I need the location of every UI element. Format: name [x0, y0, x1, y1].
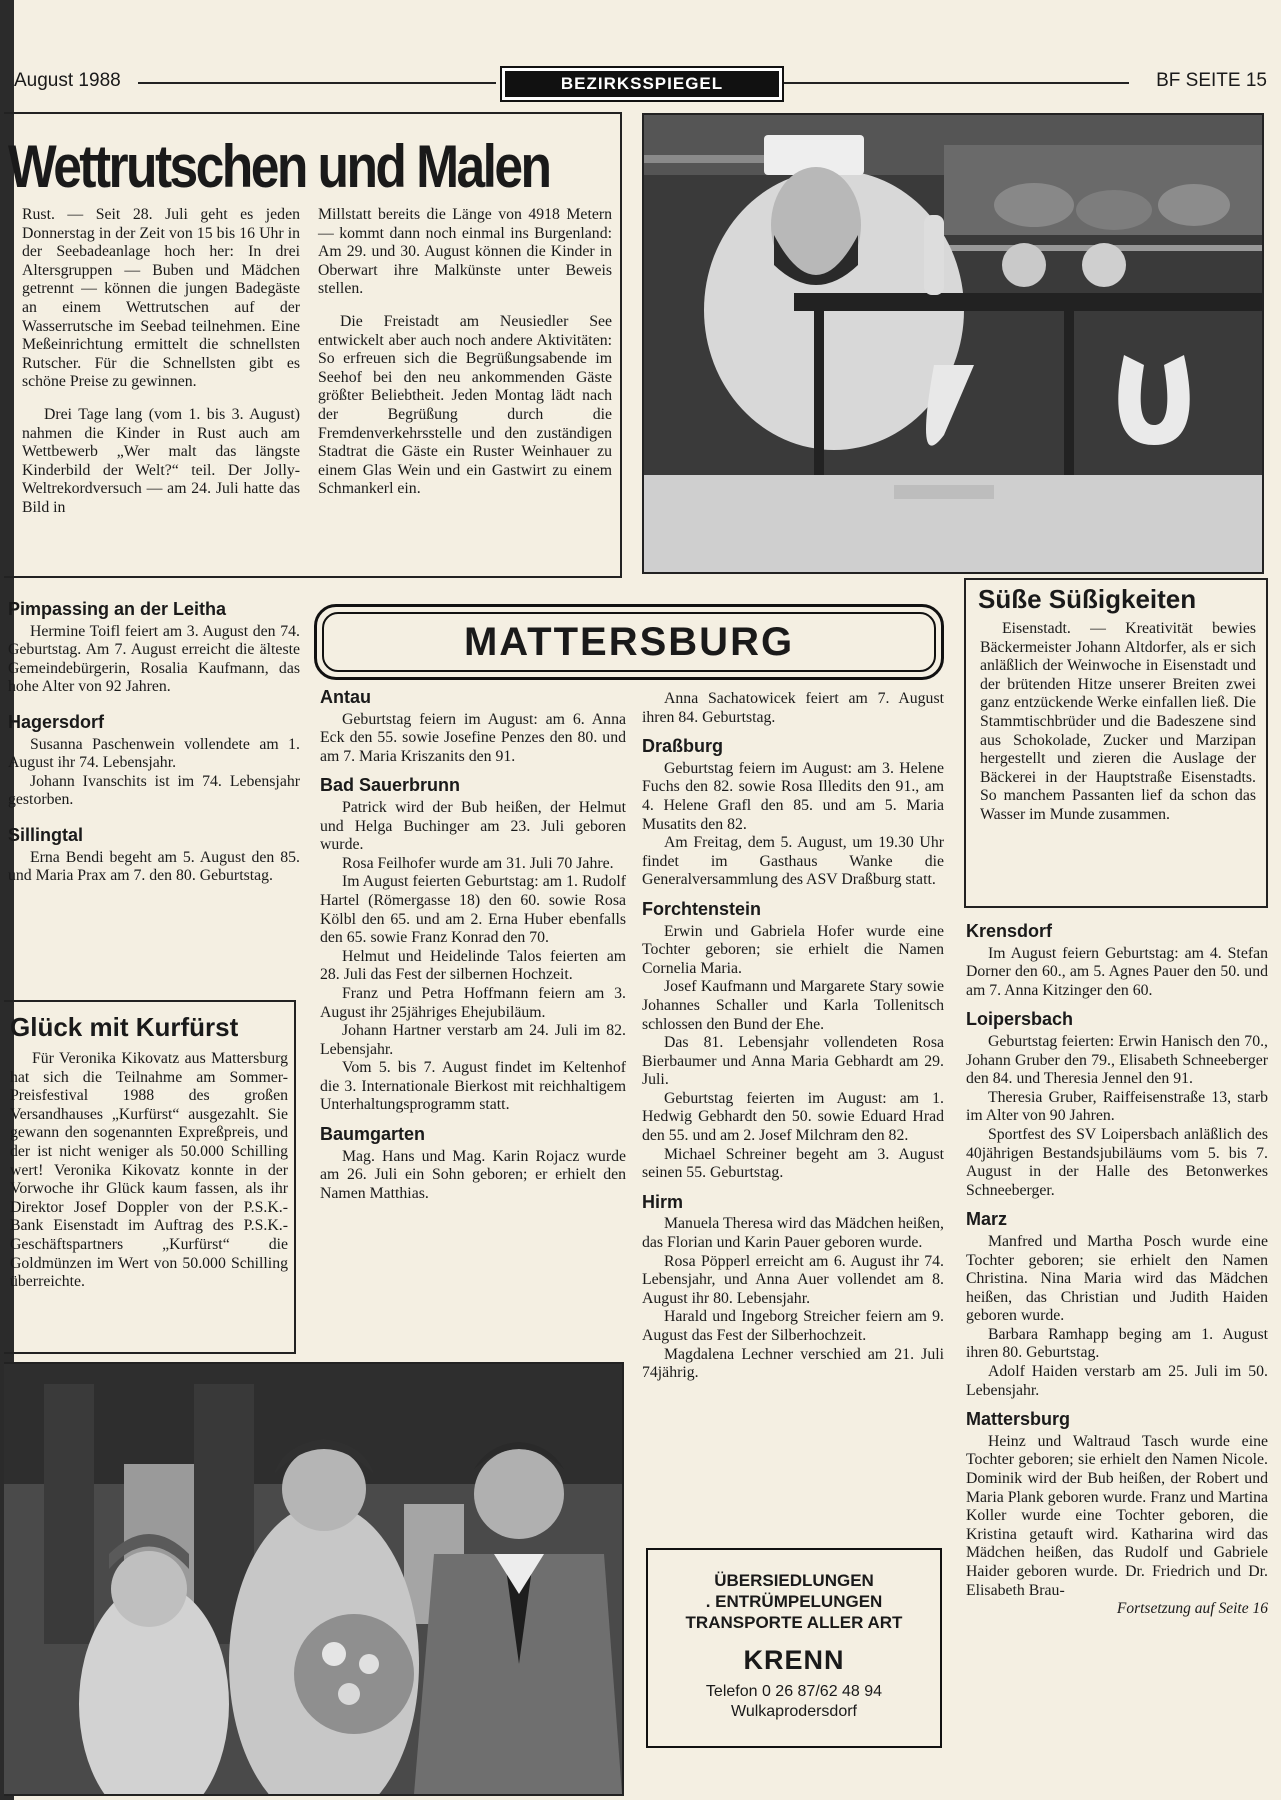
suesse-title: Süße Süßigkeiten [978, 584, 1197, 614]
suesse-text: Eisenstadt. — Kreativität bewies Bäckermeister Johann Altdorfer, als er sich anläßlich der Weinwoche in Eisenstadt und der brütenden Hitze unserer Breiten zwei ganz entzückende Werke einfallen ließ. Die Stammtischbrüder und die Badeszene sind aus Schokolade, Zucker und Marzipan hergestellt und zieren die Auslage der Bäckerei in der Hauptstraße Eisenstadts. So manchem Passanten lief da schon das Wasser im Munde zusammen. [980, 620, 1256, 823]
baker-photo [642, 113, 1264, 574]
paragraph: Millstatt bereits die Länge von 4918 Metern — kommt dann noch einmal ins Burgenland: Am 29. und 30. August können die Kinder in Oberwart ihre Malkünste unter Beweis stellen. [318, 206, 612, 298]
news-item: Manuela Theresa wird das Mädchen heißen, das Florian und Karin Pauer geboren wurde. [642, 1215, 944, 1252]
left-news-column [8, 600, 300, 886]
ad-line: ÜBERSIEDLUNGEN [714, 1571, 874, 1590]
glueck-text: Für Veronika Kikovatz aus Mattersburg hat sich die Teilnahme am Sommer-Preisfestival 1988 des großen Versandhauses „Kurfürst“ ausgezahlt. Sie gewann den sogenannten Expreßpreis, und der ist nicht weniger als 50.000 Schilling wert! Veronika Kikovatz konnte in der Vorwoche ihr Glück kaum fassen, als ihr Direktor Josef Doppler von der P.S.K.-Bank Eisenstadt im Auftrag des P.S.K.-Geschäftspartners „Kurfürst“ die Goldmünzen im Wert von 50.000 Schilling überreichte. [10, 1050, 288, 1291]
main-article-title: Wettrutschen und Malen [8, 133, 550, 200]
mattersburg-column-b [642, 690, 944, 1383]
news-item: Magdalena Lechner verschied am 21. Juli 74jährig. [642, 1345, 944, 1382]
place-heading: Krensdorf [966, 921, 1053, 941]
main-article-col1 [22, 206, 300, 532]
news-item: Manfred und Martha Posch wurde eine Tochter geboren; sie erhielt den Namen Christina. Nina Maria wird das Mädchen heißen, das Christian und Judith Haiden geboren wurde. [966, 1232, 1268, 1325]
place-heading: Sillingtal [8, 824, 84, 845]
glueck-article-frame [4, 1000, 296, 1354]
news-item: Barbara Ramhapp beging am 1. August ihren 80. Geburtstag. [966, 1325, 1268, 1362]
place-heading: Pimpassing an der Leitha [8, 599, 227, 619]
award-photo-illustration [4, 1364, 622, 1794]
news-item: Josef Kaufmann und Margarete Stary sowie Johannes Schaller und Karla Tollenitsch schlossen den Bund der Ehe. [642, 978, 944, 1033]
ad-brand: KRENN [743, 1645, 845, 1675]
news-item: Rosa Feilhofer wurde am 31. Juli 70 Jahre. [342, 854, 614, 872]
place-heading: Hagersdorf [8, 711, 105, 732]
baker-photo-illustration [644, 115, 1262, 572]
header-rule-right [784, 82, 1129, 84]
glueck-title: Glück mit Kurfürst [10, 1012, 239, 1042]
news-item: Geburtstag feierten im August: am 1. Hedwig Gebhardt den 50. sowie Eduard Hrad den 55. und am 2. Josef Milchram den 82. [642, 1089, 944, 1145]
place-heading: Bad Sauerbrunn [320, 775, 461, 796]
mattersburg-banner [314, 604, 944, 680]
mattersburg-column-c [966, 922, 1268, 1619]
news-item: Erna Bendi begeht am 5. August den 85. und Maria Prax am 7. den 80. Geburtstag. [8, 848, 300, 885]
place-heading: Hirm [642, 1191, 684, 1212]
krenn-advertisement [646, 1548, 942, 1748]
mattersburg-column-a [320, 688, 626, 1203]
place-heading: Loipersbach [966, 1009, 1074, 1030]
place-heading: Mattersburg [966, 1409, 1071, 1430]
continued-note: Fortsetzung auf Seite 16 [1116, 1600, 1268, 1618]
news-item: Erwin und Gabriela Hofer wurde eine Tochter geboren; sie erhielt die Namen Cornelia Maria. [642, 922, 944, 977]
header-rule-left [138, 82, 496, 84]
news-item: Franz und Petra Hoffmann feiern am 3. August ihr 25jähriges Ehejubiläum. [320, 984, 626, 1021]
place-heading: Baumgarten [320, 1124, 426, 1145]
award-photo [4, 1362, 624, 1796]
mattersburg-banner-title: MATTERSBURG [322, 612, 936, 672]
header-date: August 1988 [14, 70, 121, 91]
news-item: Geburtstag feiern im August: am 6. Anna Eck den 55. sowie Josefine Penzes den 80. und am 7. Maria Kriszanits den 91. [320, 710, 626, 765]
news-item: Geburtstag feierten: Erwin Hanisch den 70., Johann Gruber den 79., Elisabeth Schneeberger den 84. und Theresia Jennel den 91. [966, 1032, 1268, 1088]
main-article-frame [4, 112, 622, 578]
ad-line: TRANSPORTE ALLER ART [685, 1613, 903, 1632]
place-heading: Marz [966, 1209, 1008, 1230]
news-item: Theresia Gruber, Raiffeisenstraße 13, starb im Alter von 90 Jahren. [966, 1088, 1268, 1125]
news-item: Vom 5. bis 7. August findet im Keltenhof die 3. Internationale Bierkost mit reichhaltigem Unterhaltungsprogramm statt. [320, 1059, 626, 1114]
news-item: Patrick wird der Bub heißen, der Helmut und Helga Buchinger am 23. Juli geboren wurde. [320, 798, 626, 854]
paragraph: Drei Tage lang (vom 1. bis 3. August) nahmen die Kinder in Rust auch am Wettbewerb „Wer malt das längste Kinderbild der Welt?“ teil. Der Jolly-Weltrekordversuch — am 24. Juli hatte das Bild in [22, 405, 300, 516]
section-label-box [500, 66, 784, 102]
ad-town: Wulkaprodersdorf [731, 1703, 857, 1720]
news-item: Susanna Paschenwein vollendete am 1. August ihr 74. Lebensjahr. [8, 735, 300, 772]
place-heading: Forchtenstein [642, 898, 762, 919]
news-item: Heinz und Waltraud Tasch wurde eine Tochter geboren; sie erhielt den Namen Nicole. Dominik wird der Bub heißen, der Robert und Maria Plank geboren wurde. Franz und Martina Koller wurde eine Tochter geboren, die Kristina getauft wird. Katharina wird das Mädchen heißen, das Rudolf und Gabriele Haider geboren wurde. Dr. Friedrich und Dr. Elisabeth Brau- [966, 1432, 1268, 1599]
news-item: Am Freitag, dem 5. August, um 19.30 Uhr findet im Gasthaus Wanke die Generalversammlung des ASV Draßburg statt. [642, 834, 944, 889]
paragraph: Rust. — Seit 28. Juli geht es jeden Donnerstag in der Zeit von 15 bis 16 Uhr in der Seebadeanlage hoch her: In drei Altersgruppen — Buben und Mädchen getrennt — können die jungen Badegäste an einem Wettrutschen auf der Wasserrutsche im Seebad teilnehmen. Eine Meßeinrichtung ermittelt die schnellsten Rutscher. Für die Schnellsten gibt es schöne Preise zu gewinnen. [22, 206, 300, 391]
header-page-number: BF SEITE 15 [1156, 70, 1267, 91]
news-item: Michael Schreiner begeht am 3. August seinen 55. Geburtstag. [642, 1145, 944, 1182]
news-item: Im August feierten Geburtstag: am 1. Rudolf Hartel (Römergasse 18) den 60. sowie Rosa Kölbl den 65. und am 2. Erna Huber ebenfalls den 65. sowie Franz Konrad den 70. [320, 873, 626, 947]
news-item: Das 81. Lebensjahr vollendeten Rosa Bierbaumer und Anna Maria Gebhardt am 29. Juli. [642, 1034, 944, 1089]
news-item: Geburtstag feiern im August: am 3. Helene Fuchs den 82. sowie Rosa Illedits den 91., am 4. Helene Grafl den 85. und am 5. Maria Musatits den 82. [642, 759, 944, 833]
place-heading: Draßburg [642, 736, 723, 757]
main-article-col2 [318, 206, 612, 513]
glueck-text-box [10, 1050, 288, 1306]
news-item: Rosa Pöpperl erreicht am 6. August ihr 74. Lebensjahr, und Anna Auer vollendet am 8. August ihr 80. Lebensjahr. [642, 1252, 944, 1307]
ad-line: . ENTRÜMPELUNGEN [705, 1592, 883, 1611]
news-item: Johann Ivanschits ist im 74. Lebensjahr gestorben. [8, 772, 300, 809]
paragraph: Die Freistadt am Neusiedler See entwickelt aber auch noch andere Aktivitäten: So erfreuen sich die Begrüßungsabende im Seehof bei den neu ankommenden Gäste größter Beliebtheit. Jeden Montag lädt nach der Begrüßung durch die Fremdenverkehrsstelle und den zuständigen Stadtrat die Gäste ein Ruster Weinhauer zu einem Glas Wein und ein Gastwirt zu einem Schmankerl ein. [318, 312, 612, 498]
suesse-article-frame [964, 578, 1268, 908]
news-item: Mag. Hans und Mag. Karin Rojacz wurde am 26. Juli ein Sohn geboren; er erhielt den Namen Matthias. [320, 1147, 626, 1202]
place-heading: Antau [320, 687, 371, 707]
section-label: BEZIRKSSPIEGEL [505, 71, 779, 97]
suesse-text-box [980, 620, 1256, 839]
news-item: Harald und Ingeborg Streicher feiern am 9. August das Fest der Silberhochzeit. [642, 1308, 944, 1344]
news-item: Helmut und Heidelinde Talos feierten am 28. Juli das Fest der silbernen Hochzeit. [320, 947, 626, 984]
news-item: Hermine Toifl feiert am 3. August den 74. Geburtstag. Am 7. August erreicht die älteste Gemeindebürgerin, Rosalia Kaufmann, das hohe Alter von 92 Jahren. [8, 622, 300, 696]
news-item: Sportfest des SV Loipersbach anläßlich des 40jährigen Bestandsjubiläums vom 5. bis 7. August in der Halle des Betonwerkes Schneeberger. [966, 1125, 1268, 1199]
news-item: Johann Hartner verstarb am 24. Juli im 82. Lebensjahr. [320, 1022, 626, 1058]
ad-phone: Telefon 0 26 87/62 48 94 [705, 1683, 883, 1700]
news-item: Adolf Haiden verstarb am 25. Juli im 50. Lebensjahr. [966, 1363, 1268, 1399]
news-item: Im August feiern Geburtstag: am 4. Stefan Dorner den 60., am 5. Agnes Pauer den 50. und am 7. Anna Kitzinger den 60. [966, 944, 1268, 999]
news-item: Anna Sachatowicek feiert am 7. August ihren 84. Geburtstag. [642, 690, 944, 726]
